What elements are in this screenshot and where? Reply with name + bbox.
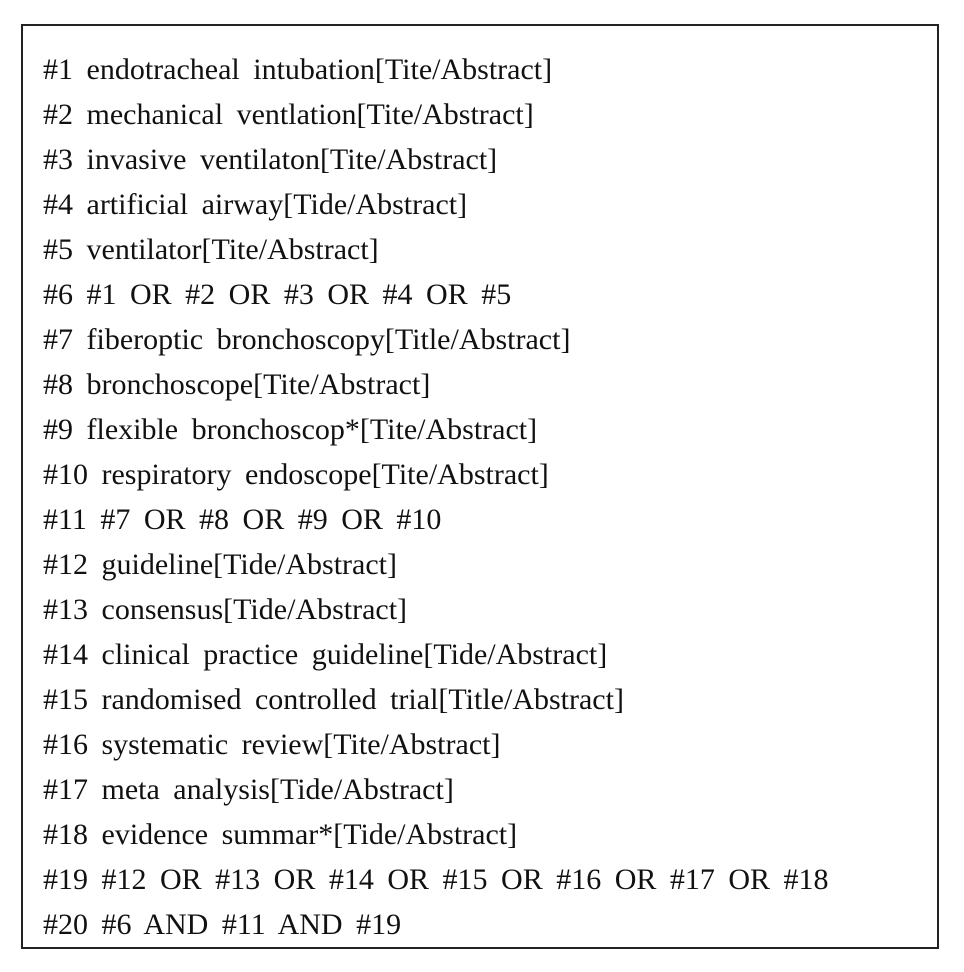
search-line-7: #7 fiberoptic bronchoscopy[Title/Abstract] xyxy=(43,323,571,356)
search-line-8: #8 bronchoscope[Tite/Abstract] xyxy=(43,368,431,401)
search-line-5: #5 ventilator[Tite/Abstract] xyxy=(43,233,379,266)
search-strategy-box xyxy=(21,24,939,949)
search-line-9: #9 flexible bronchoscop*[Tite/Abstract] xyxy=(43,413,538,446)
search-line-12: #12 guideline[Tide/Abstract] xyxy=(43,548,398,581)
search-line-19: #19 #12 OR #13 OR #14 OR #15 OR #16 OR #17 OR #18 xyxy=(43,863,829,896)
search-line-6: #6 #1 OR #2 OR #3 OR #4 OR #5 xyxy=(43,278,512,311)
search-line-13: #13 consensus[Tide/Abstract] xyxy=(43,593,408,626)
search-line-18: #18 evidence summar*[Tide/Abstract] xyxy=(43,818,518,851)
search-line-20: #20 #6 AND #11 AND #19 xyxy=(43,908,402,941)
search-line-4: #4 artificial airway[Tide/Abstract] xyxy=(43,188,468,221)
search-line-10: #10 respiratory endoscope[Tite/Abstract] xyxy=(43,458,549,491)
search-line-3: #3 invasive ventilaton[Tite/Abstract] xyxy=(43,143,498,176)
search-line-17: #17 meta analysis[Tide/Abstract] xyxy=(43,773,454,806)
search-line-1: #1 endotracheal intubation[Tite/Abstract] xyxy=(43,53,553,86)
search-line-16: #16 systematic review[Tite/Abstract] xyxy=(43,728,501,761)
search-line-14: #14 clinical practice guideline[Tide/Abstract] xyxy=(43,638,608,671)
search-line-2: #2 mechanical ventlation[Tite/Abstract] xyxy=(43,98,534,131)
search-line-15: #15 randomised controlled trial[Title/Abstract] xyxy=(43,683,624,716)
search-line-11: #11 #7 OR #8 OR #9 OR #10 xyxy=(43,503,442,536)
